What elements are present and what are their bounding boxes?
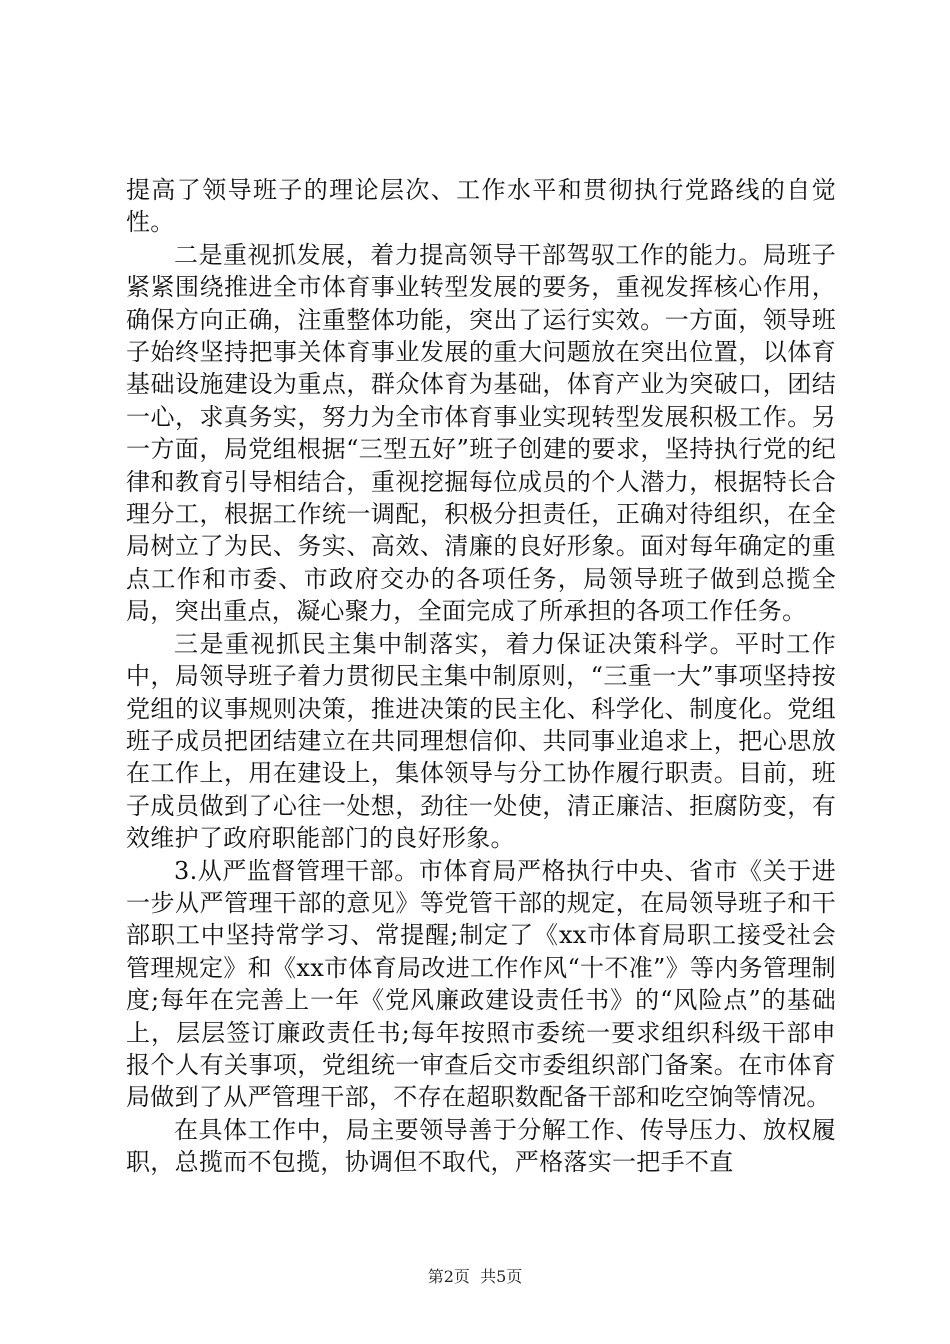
paragraph-2: 二是重视抓发展，着力提高领导干部驾驭工作的能力。局班子紧紧围绕推进全市体育事业转型发展的要务，重视发挥核心作用，确保方向正确，注重整体功能，突出了运行实效。一方面，领导班子始终坚持把事关体育事业发展的重大问题放在突出位置，以体育基础设施建设为重点，群众体育为基础，体育产业为突破口，团结一心，求真务实，努力为全市体育事业实现转型发展积极工作。另一方面，局党组根据“三型五好”班子创建的要求，坚持执行党的纪律和教育引导相结合，重视挖掘每位成员的个人潜力，根据特长合理分工，根据工作统一调配，积极分担责任，正确对待组织，在全局树立了为民、务实、高效、清廉的良好形象。面对每年确定的重点工作和市委、市政府交办的各项任务，局领导班子做到总揽全局，突出重点，凝心聚力，全面完成了所承担的各项工作任务。 xyxy=(126,240,836,626)
paragraph-3: 三是重视抓民主集中制落实，着力保证决策科学。平时工作中，局领导班子着力贯彻民主集中制原则，“三重一大”事项坚持按党组的议事规则决策，推进决策的民主化、科学化、制度化。党组班子成员把团结建立在共同理想信仰、共同事业追求上，把心思放在工作上，用在建设上，集体领导与分工协作履行职责。目前，班子成员做到了心往一处想，劲往一处使，清正廉洁、拒腐防变，有效维护了政府职能部门的良好形象。 xyxy=(126,629,836,853)
page-number-footer: 第2页 共5页 xyxy=(427,1267,523,1286)
paragraph-1: 提高了领导班子的理论层次、工作水平和贯彻执行党路线的自觉性。 xyxy=(126,176,836,237)
document-body xyxy=(126,174,836,1179)
paragraph-5: 在具体工作中，局主要领导善于分解工作、传导压力、放权履职，总揽而不包揽，协调但不取代，严格落实一把手不直 xyxy=(126,1115,836,1177)
paragraph-4: 3.从严监督管理干部。市体育局严格执行中央、省市《关于进一步从严管理干部的意见》等党管干部的规定，在局领导班子和干部职工中坚持常学习、常提醒;制定了《xx市体育局职工接受社会管理规定》和《xx市体育局改进工作作风“十不准”》等内务管理制度;每年在完善上一年《党风廉政建设责任书》的“风险点”的基础上，层层签订廉政责任书;每年按照市委统一要求组织科级干部申报个人有关事项，党组统一审查后交市委组织部门备案。在市体育局做到了从严管理干部，不存在超职数配备干部和吃空饷等情况。 xyxy=(126,856,836,1112)
